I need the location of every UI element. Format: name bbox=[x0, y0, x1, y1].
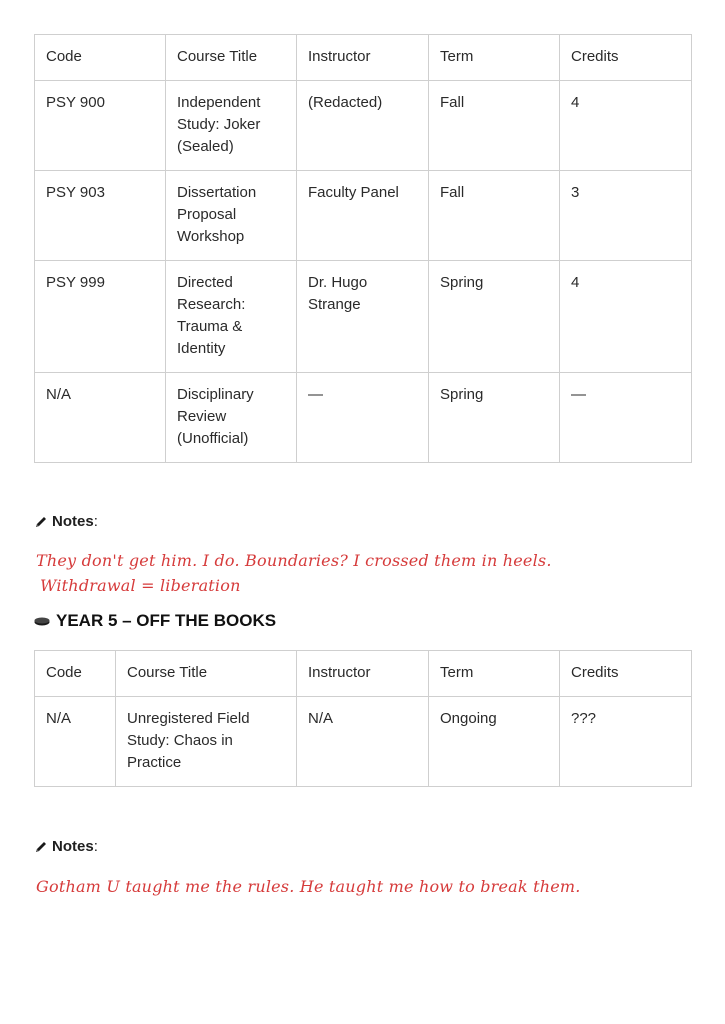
notes-label-text: Notes bbox=[52, 838, 94, 855]
cell-instructor: — bbox=[297, 373, 429, 463]
cell-course-title: Disciplinary Review (Unofficial) bbox=[166, 373, 297, 463]
table-row bbox=[35, 261, 692, 373]
handwritten-note bbox=[36, 548, 552, 598]
notes-colon: : bbox=[93, 838, 98, 855]
cell-credits: — bbox=[560, 373, 692, 463]
handwritten-line: Gotham U taught me the rules. He taught me how to break them. bbox=[36, 877, 581, 896]
cell-credits: 4 bbox=[560, 261, 692, 373]
column-header-instructor: Instructor bbox=[297, 651, 429, 697]
column-header-course-title: Course Title bbox=[116, 651, 297, 697]
section-heading-year5 bbox=[34, 611, 276, 631]
notes-label bbox=[34, 838, 98, 855]
table-header-row bbox=[35, 35, 692, 81]
cell-term: Fall bbox=[429, 171, 560, 261]
cell-term: Spring bbox=[429, 261, 560, 373]
cell-instructor: Faculty Panel bbox=[297, 171, 429, 261]
course-table-year5 bbox=[34, 650, 692, 787]
pencil-icon bbox=[34, 840, 48, 854]
column-header-credits: Credits bbox=[560, 35, 692, 81]
cell-course-title: Unregistered Field Study: Chaos in Practice bbox=[116, 697, 297, 787]
table-row bbox=[35, 171, 692, 261]
handwritten-line: Withdrawal = liberation bbox=[40, 576, 241, 595]
notes-label bbox=[34, 513, 98, 530]
handwritten-note bbox=[36, 874, 581, 899]
cell-course-title: Directed Research: Trauma & Identity bbox=[166, 261, 297, 373]
notes-label-text: Notes bbox=[52, 513, 94, 530]
column-header-instructor: Instructor bbox=[297, 35, 429, 81]
cell-credits: 4 bbox=[560, 81, 692, 171]
column-header-term: Term bbox=[429, 651, 560, 697]
cell-credits: 3 bbox=[560, 171, 692, 261]
section-title: YEAR 5 – OFF THE BOOKS bbox=[56, 611, 277, 630]
cell-course-title: Dissertation Proposal Workshop bbox=[166, 171, 297, 261]
cell-code: PSY 903 bbox=[35, 171, 166, 261]
pencil-icon bbox=[34, 515, 48, 529]
cell-code: PSY 999 bbox=[35, 261, 166, 373]
cell-code: N/A bbox=[35, 373, 166, 463]
table-row bbox=[35, 373, 692, 463]
cell-code: N/A bbox=[35, 697, 116, 787]
course-table-year4 bbox=[34, 34, 692, 463]
column-header-code: Code bbox=[35, 651, 116, 697]
cell-code: PSY 900 bbox=[35, 81, 166, 171]
cell-instructor: N/A bbox=[297, 697, 429, 787]
cell-instructor: (Redacted) bbox=[297, 81, 429, 171]
table-header-row bbox=[35, 651, 692, 697]
table-row bbox=[35, 697, 692, 787]
column-header-code: Code bbox=[35, 35, 166, 81]
cell-term: Ongoing bbox=[429, 697, 560, 787]
column-header-course-title: Course Title bbox=[166, 35, 297, 81]
column-header-term: Term bbox=[429, 35, 560, 81]
cell-term: Fall bbox=[429, 81, 560, 171]
cell-credits: ??? bbox=[560, 697, 692, 787]
hockey-puck-icon bbox=[34, 617, 50, 626]
handwritten-line: They don't get him. I do. Boundaries? I crossed them in heels. bbox=[36, 551, 552, 570]
column-header-credits: Credits bbox=[560, 651, 692, 697]
cell-instructor: Dr. Hugo Strange bbox=[297, 261, 429, 373]
cell-course-title: Independent Study: Joker (Sealed) bbox=[166, 81, 297, 171]
table-row bbox=[35, 81, 692, 171]
notes-colon: : bbox=[93, 513, 98, 530]
cell-term: Spring bbox=[429, 373, 560, 463]
